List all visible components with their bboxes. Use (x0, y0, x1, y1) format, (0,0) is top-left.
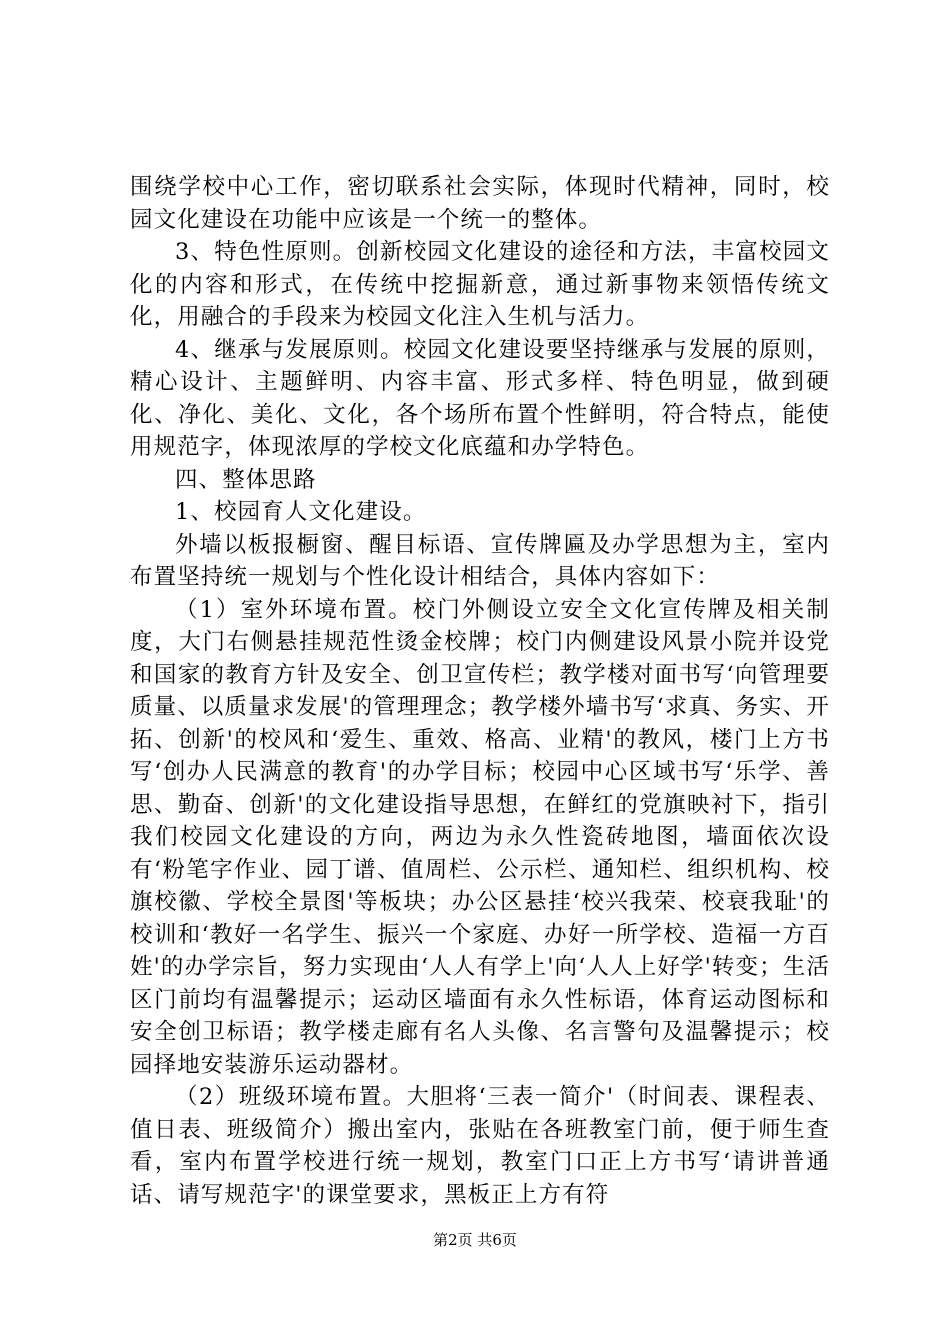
subsection-heading-1: 1、校园育人文化建设。 (175, 499, 427, 525)
document-body (130, 171, 830, 1211)
page-number-footer: 第2页 共6页 (433, 1231, 517, 1249)
paragraph-principle-4: 4、继承与发展原则。校园文化建设要坚持继承与发展的原则，精心设计、主题鲜明、内容丰富、形式多样、特色明显，做到硬化、净化、美化、文化，各个场所布置个性鲜明，符合特点，能使用规范字，体现浓厚的学校文化底蕴和办学特色。 (130, 336, 830, 460)
paragraph-class-layout: （2）班级环境布置。大胆将‘三表一简介'（时间表、课程表、值日表、班级简介）搬出室内，张贴在各班教室门前，便于师生查看，室内布置学校进行统一规划，教室门口正上方书写‘请讲普通话、请写规范字'的课堂要求，黑板正上方有符 (130, 1084, 830, 1208)
section-heading-4: 四、整体思路 (175, 466, 317, 493)
paragraph-principle-3: 3、特色性原则。创新校园文化建设的途径和方法，丰富校园文化的内容和形式，在传统中挖掘新意，通过新事物来领悟传统文化，用融合的手段来为校园文化注入生机与活力。 (130, 239, 830, 330)
paragraph-outdoor-layout: （1）室外环境布置。校门外侧设立安全文化宣传牌及相关制度，大门右侧悬挂规范性烫金校牌；校门内侧建设风景小院并设党和国家的教育方针及安全、创卫宣传栏；教学楼对面书写‘向管理要质量、以质量求发展'的管理理念；教学楼外墙书写‘求真、务实、开拓、创新'的校风和‘爱生、重效、格高、业精'的教风，楼门上方书写‘创办人民满意的教育'的办学目标；校园中心区域书写‘乐学、善思、勤奋、创新'的文化建设指导思想，在鲜红的党旗映衬下，指引我们校园文化建设的方向，两边为永久性瓷砖地图，墙面依次设有‘粉笔字作业、园丁谱、值周栏、公示栏、通知栏、组织机构、校旗校徽、学校全景图'等板块；办公区悬挂‘校兴我荣、校衰我耻'的校训和‘教好一名学生、振兴一个家庭、办好一所学校、造福一方百姓'的办学宗旨，努力实现由‘人人有学上'向‘人人上好学'转变；生活区门前均有温馨提示；运动区墙面有永久性标语，体育运动图标和安全创卫标语；教学楼走廊有名人头像、名言警句及温馨提示；校园择地安装游乐运动器材。 (130, 596, 830, 1078)
paragraph-intro: 外墙以板报橱窗、醒目标语、宣传牌匾及办学思想为主，室内布置坚持统一规划与个性化设计相结合，具体内容如下： (130, 531, 830, 590)
paragraph-continuation: 围绕学校中心工作，密切联系社会实际，体现时代精神，同时，校园文化建设在功能中应该是一个统一的整体。 (130, 174, 830, 233)
